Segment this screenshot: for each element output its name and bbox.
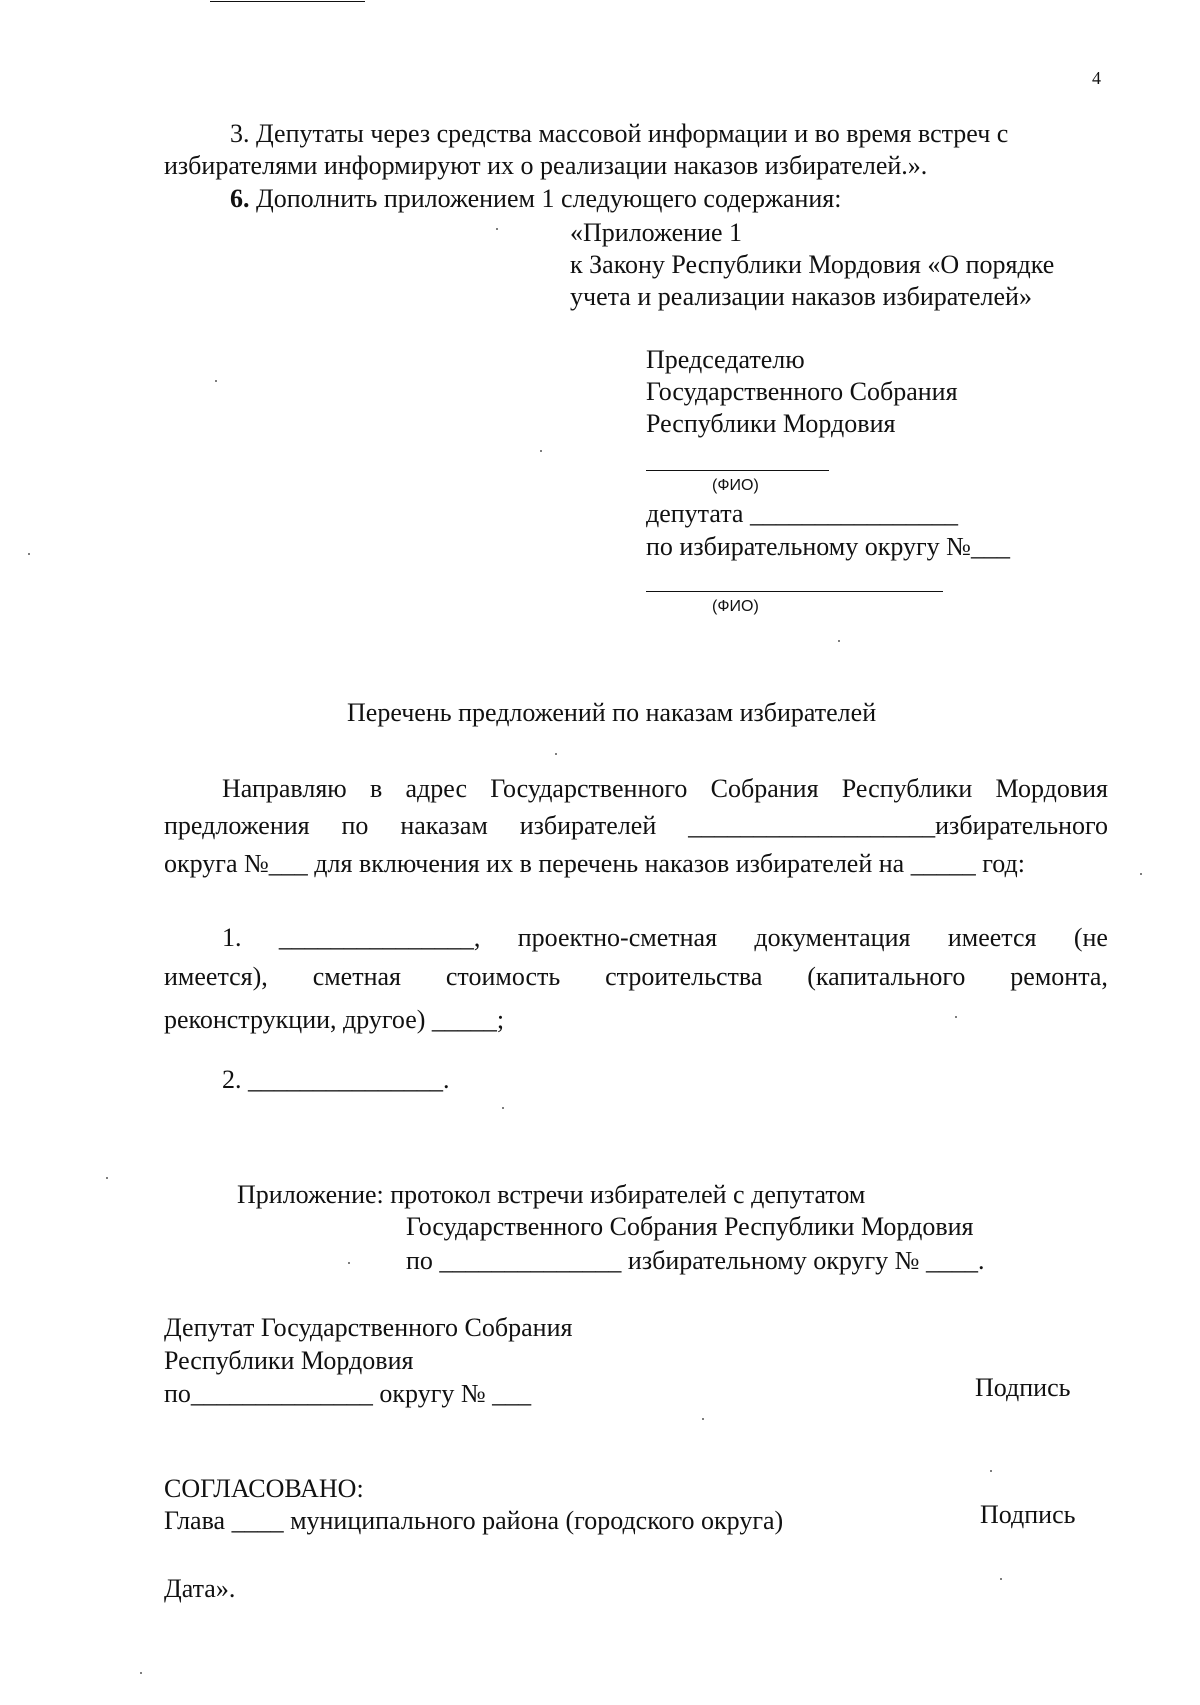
agreed-label: СОГЛАСОВАНО: — [164, 1474, 364, 1503]
body-line3: округа №___ для включения их в перечень наказов избирателей на _____ год: — [164, 849, 1025, 878]
scan-speck — [555, 753, 557, 755]
item6-number: 6. — [230, 184, 250, 213]
list-word: сметная — [312, 962, 401, 991]
item3-line1: 3. Депутаты через средства массовой информации и во время встреч с — [230, 119, 1009, 148]
list-item2: 2. _______________. — [222, 1065, 450, 1094]
signature-line1: Депутат Государственного Собрания — [164, 1313, 573, 1342]
body-word: Республики — [841, 774, 973, 803]
scan-speck — [1000, 1578, 1002, 1580]
list-item1-line3: реконструкции, другое) _____; — [164, 1005, 505, 1034]
list-word: строительства — [605, 962, 763, 991]
attachment-line2: Государственного Собрания Республики Мордовия — [406, 1212, 974, 1241]
signature-line3: по______________ округу № ___ — [164, 1379, 532, 1408]
district-line: по избирательному округу №___ — [646, 532, 1010, 561]
scan-speck — [540, 450, 542, 452]
scan-speck — [496, 228, 498, 230]
list-word: стоимость — [445, 962, 561, 991]
body-word: адрес — [405, 774, 467, 803]
body-word: в — [369, 774, 383, 803]
item6-text: Дополнить приложением 1 следующего содержания: — [249, 184, 842, 213]
appendix-header-line2: к Закону Республики Мордовия «О порядке — [570, 250, 1055, 279]
list-word: 1. — [222, 923, 242, 952]
list-word: _______________, — [278, 923, 481, 952]
fio-signature-line-2 — [646, 591, 943, 592]
signature-line2: Республики Мордовия — [164, 1346, 414, 1375]
appendix-header-line3: учета и реализации наказов избирателей» — [570, 282, 1032, 311]
appendix-header-line1: «Приложение 1 — [570, 218, 743, 247]
list-word: (капитального — [807, 962, 966, 991]
scan-speck — [1140, 873, 1142, 875]
scan-speck — [215, 380, 217, 382]
date-line: Дата». — [164, 1574, 236, 1603]
agreed-signature-label: Подпись — [980, 1500, 1076, 1529]
scan-speck — [990, 1470, 992, 1472]
list-word: имеется), — [164, 962, 268, 991]
list-item1-line2 — [164, 961, 1108, 993]
list-word: (не — [1073, 923, 1108, 952]
scan-speck — [838, 640, 840, 642]
signature-label: Подпись — [975, 1373, 1071, 1402]
list-word: проектно-сметная — [517, 923, 718, 952]
attachment-line1: Приложение: протокол встречи избирателей с депутатом — [237, 1180, 866, 1209]
body-word: по — [341, 811, 369, 840]
scan-speck — [502, 1107, 504, 1109]
body-word: избирателей — [519, 811, 657, 840]
scan-speck — [348, 1262, 350, 1264]
scan-speck — [106, 1177, 108, 1179]
scan-speck — [702, 1418, 704, 1420]
fio-signature-line-1 — [646, 470, 829, 471]
scan-speck — [140, 1672, 142, 1674]
fio-caption-2: (ФИО) — [712, 598, 759, 615]
body-word: Собрания — [710, 774, 819, 803]
scan-speck — [28, 553, 30, 555]
addressee-line1: Председателю — [646, 345, 805, 374]
body-word: Мордовия — [995, 774, 1108, 803]
addressee-line2: Государственного Собрания — [646, 377, 958, 406]
page-number: 4 — [1092, 68, 1101, 88]
fio-caption-1: (ФИО) — [712, 477, 759, 494]
list-item1-line1 — [222, 922, 1108, 954]
attachment-line3: по ______________ избирательному округу № ____. — [406, 1246, 985, 1275]
list-word: имеется — [947, 923, 1037, 952]
body-word: Направляю — [222, 774, 347, 803]
body-line2 — [164, 810, 1108, 842]
list-word: документация — [754, 923, 911, 952]
body-word: наказам — [400, 811, 488, 840]
deputy-line: депутата ________________ — [646, 499, 958, 528]
document-title: Перечень предложений по наказам избирателей — [347, 698, 877, 727]
addressee-line3: Республики Мордовия — [646, 409, 896, 438]
scan-speck — [955, 1016, 957, 1018]
item6-line — [230, 183, 841, 215]
agreed-head: Глава ____ муниципального района (городского округа) — [164, 1506, 784, 1535]
item3-line2: избирателями информируют их о реализации наказов избирателей.». — [164, 151, 928, 180]
body-word: ___________________избирательного — [688, 811, 1108, 840]
body-word: предложения — [164, 811, 310, 840]
body-word: Государственного — [490, 774, 688, 803]
body-line1 — [222, 773, 1108, 805]
scan-edge-line — [210, 1, 365, 2]
list-word: ремонта, — [1010, 962, 1108, 991]
